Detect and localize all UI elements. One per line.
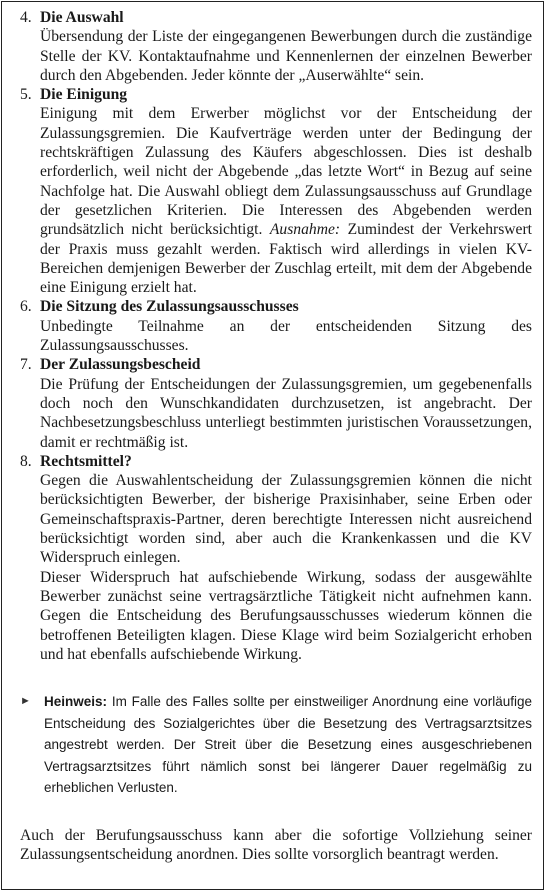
item-heading: Die Sitzung des Zulassungsausschusses	[40, 298, 299, 316]
triangle-right-icon: ►	[20, 695, 31, 708]
list-item-7	[20, 355, 532, 451]
item-paragraph: Gegen die Auswahlentscheidung der Zulassungsgremien können die nicht berücksichtigten Bewerber, der bisherige Praxisinhaber, seine Erben oder Gemeinschaftspraxis-Partner, deren berechtigte Interessen nicht ausreichend berücksichtigt worden sind, aber auch die Krankenkassen und die KV Widerspruch einlegen.	[40, 472, 532, 567]
item-paragraph: Übersendung der Liste der eingegangenen Bewerbungen durch die zuständige Stelle der KV. Kontaktaufnahme und Kennenlernen der einzelnen Bewerber durch den Abgebenden. Jeder könnte der „Auserwählte“ sein.	[40, 28, 532, 84]
item-heading: Die Auswahl	[40, 9, 124, 26]
item-paragraph	[40, 104, 532, 297]
list-item-4	[20, 8, 532, 85]
paragraph-text: Einigung mit dem Erwerber möglichst vor der Entscheidung der Zulassungsgremien. Die Kaufverträge werden unter der Bedingung der rechtskräftigen Zulassung des Käufers abgeschlossen. Dies ist deshalb erforderlich, weil nicht der Abgebende „das letzte Wort“ in Bezug auf seine Nachfolge hat. Die Auswahl obliegt dem Zulassungsausschuss auf Grundlage der gesetzlichen Kriterien. Die Interessen des Abgebenden werden grundsätzlich nicht berücksichtigt.	[40, 105, 532, 239]
item-paragraph: Dieser Widerspruch hat aufschiebende Wirkung, sodass der ausgewählte Bewerber zunächst seine vertragsärztliche Tätigkeit nicht aufnehmen kann. Gegen die Entscheidung des Berufungsausschusses wiederum können die betroffenen Beteiligten klagen. Diese Klage wird beim Sozialgericht erhoben und hat ebenfalls aufschiebende Wirkung.	[40, 568, 532, 663]
item-heading: Der Zulassungsbescheid	[40, 356, 201, 374]
paragraph-text-continued: Zumindest der Verkehrswert der Praxis muss gezahlt werden. Faktisch wird allerdings in vielen KV-Bereichen demjenigen Bewerber der Zuschlag erteilt, mit dem der Abgebende eine Einigung erzielt hat.	[40, 221, 532, 297]
item-heading: Die Einigung	[40, 86, 128, 104]
item-number: 6.	[20, 298, 32, 316]
item-paragraph: Unbedingte Teilnahme an der entscheidenden Sitzung des Zulassungsausschusses.	[40, 317, 532, 355]
item-number: 7.	[20, 356, 32, 374]
hint-label: Heinweis:	[44, 694, 108, 710]
item-number: 8.	[20, 452, 32, 470]
closing-paragraph: Auch der Berufungsausschuss kann aber die sofortige Vollziehung seiner Zulassungsentscheidung anordnen. Dies sollte vorsorglich beantragt werden.	[20, 827, 532, 864]
hint-text: Im Falle des Falles sollte per einstweiliger Anordnung eine vorläufige Entscheidung des Sozialgerichtes über die Besetzung des Vertragsarztsitzes angestrebt werden. Der Streit über die Besetzung eines ausgeschriebenen Vertragsarztsitzes führt nämlich sonst bei längerer Dauer regelmäßig zu erheblichen Verlusten.	[44, 694, 532, 796]
list-item-8	[20, 452, 532, 664]
hint-box	[20, 691, 532, 799]
item-heading: Rechtsmittel?	[40, 452, 132, 470]
exception-label: Ausnahme:	[269, 221, 341, 239]
document-body	[20, 8, 532, 865]
list-item-5	[20, 85, 532, 297]
item-number: 4.	[20, 9, 32, 26]
item-paragraph: Die Prüfung der Entscheidungen der Zulassungsgremien, um gegebenenfalls doch noch den Wunschkandidaten durchzusetzen, ist angebracht. Der Nachbesetzungsbeschluss unterliegt bestimmten juristischen Voraussetzungen, damit er rechtmäßig ist.	[40, 375, 532, 451]
page-frame	[1, 1, 544, 890]
item-number: 5.	[20, 86, 32, 104]
list-item-6	[20, 297, 532, 355]
